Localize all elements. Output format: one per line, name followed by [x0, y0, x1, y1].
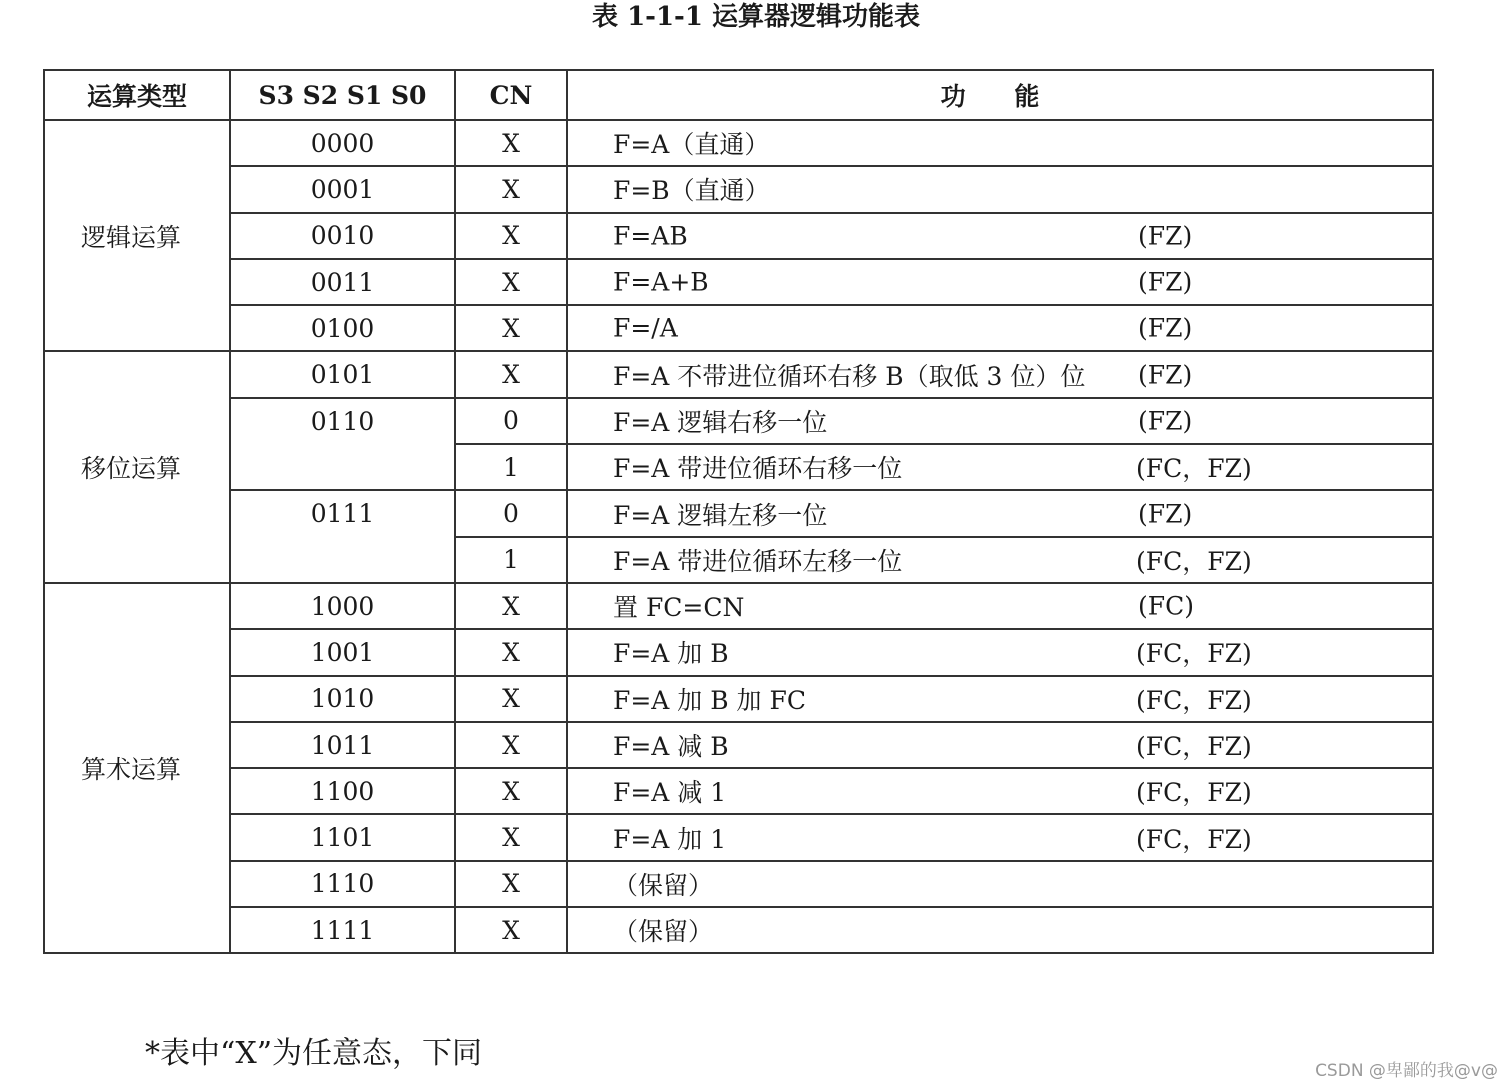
select-cell: 0111	[230, 490, 455, 583]
function-flag: (FZ)	[1138, 221, 1193, 251]
table-row	[44, 629, 1433, 675]
select-cell: 0101	[230, 351, 455, 397]
cn-cell: X	[455, 722, 567, 768]
function-text: F=A 带进位循环右移一位	[613, 454, 903, 484]
type-cell-shift: 移位运算	[44, 351, 230, 582]
function-text: F=AB	[613, 221, 688, 251]
cn-cell: X	[455, 120, 567, 166]
select-cell: 1100	[230, 768, 455, 814]
select-cell: 1011	[230, 722, 455, 768]
function-flag: (FZ)	[1138, 313, 1193, 343]
function-cell	[567, 259, 1433, 305]
function-cell	[567, 305, 1433, 351]
function-cell	[567, 120, 1433, 166]
table-row	[44, 120, 1433, 166]
function-cell	[567, 490, 1433, 536]
function-flag: (FC，FZ)	[1136, 824, 1252, 854]
csdn-watermark: CSDN @卑鄙的我@v@	[1315, 1061, 1498, 1081]
cn-cell: 0	[455, 398, 567, 444]
cn-cell: X	[455, 861, 567, 907]
table-footnote: *表中“X”为任意态，下同	[145, 1036, 483, 1071]
type-cell-logic: 逻辑运算	[44, 120, 230, 351]
select-cell: 1001	[230, 629, 455, 675]
function-text: F=A 加 B	[613, 639, 729, 669]
cn-cell: X	[455, 213, 567, 259]
header-type: 运算类型	[44, 70, 230, 120]
cn-cell: X	[455, 305, 567, 351]
cn-cell: 1	[455, 444, 567, 490]
table-row	[44, 398, 1433, 444]
table-row	[44, 490, 1433, 536]
function-text: F=A 加 1	[613, 824, 727, 854]
function-flag: (FC)	[1138, 591, 1194, 621]
select-cell: 0000	[230, 120, 455, 166]
table-row	[44, 722, 1433, 768]
table-row	[44, 259, 1433, 305]
header-select: S3 S2 S1 S0	[230, 70, 455, 120]
cn-cell: X	[455, 351, 567, 397]
cn-cell: 0	[455, 490, 567, 536]
header-function: 功 能	[567, 70, 1433, 120]
cn-cell: X	[455, 814, 567, 860]
function-cell	[567, 398, 1433, 444]
select-cell: 1111	[230, 907, 455, 953]
function-flag: (FC，FZ)	[1136, 546, 1252, 576]
table-row	[44, 814, 1433, 860]
cn-cell: X	[455, 166, 567, 212]
function-text: F=A 不带进位循环右移 B（取低 3 位）位	[613, 361, 1086, 391]
function-flag: (FC，FZ)	[1136, 778, 1252, 808]
table-row	[44, 213, 1433, 259]
select-cell: 1110	[230, 861, 455, 907]
function-cell	[567, 861, 1433, 907]
header-row	[44, 70, 1433, 120]
select-cell: 1101	[230, 814, 455, 860]
table-row	[44, 583, 1433, 629]
table-row	[44, 907, 1433, 953]
function-text: F=A 带进位循环左移一位	[613, 546, 903, 576]
function-flag: (FZ)	[1138, 360, 1193, 390]
function-flag: (FZ)	[1138, 267, 1193, 297]
select-cell: 0100	[230, 305, 455, 351]
cn-cell: X	[455, 629, 567, 675]
function-cell	[567, 629, 1433, 675]
function-cell	[567, 351, 1433, 397]
cn-cell: X	[455, 768, 567, 814]
cn-cell: X	[455, 583, 567, 629]
function-cell	[567, 166, 1433, 212]
function-cell	[567, 537, 1433, 583]
function-text: F=A（直通）	[613, 130, 770, 160]
function-text: F=A 逻辑右移一位	[613, 407, 828, 437]
header-cn: CN	[455, 70, 567, 120]
cn-cell: 1	[455, 537, 567, 583]
alu-function-table	[43, 69, 1434, 954]
function-text: 置 FC=CN	[613, 593, 745, 623]
function-cell	[567, 444, 1433, 490]
function-flag: (FZ)	[1138, 406, 1193, 436]
cn-cell: X	[455, 676, 567, 722]
table-row	[44, 768, 1433, 814]
function-flag: (FZ)	[1138, 499, 1193, 529]
select-cell: 0110	[230, 398, 455, 491]
function-cell	[567, 907, 1433, 953]
select-cell: 1010	[230, 676, 455, 722]
function-text: F=/A	[613, 313, 678, 343]
function-flag: (FC，FZ)	[1136, 639, 1252, 669]
table-row	[44, 166, 1433, 212]
function-text: F=A 加 B 加 FC	[613, 685, 806, 715]
table-row	[44, 676, 1433, 722]
function-flag: (FC，FZ)	[1136, 732, 1252, 761]
cn-cell: X	[455, 907, 567, 953]
table-row	[44, 351, 1433, 397]
cn-cell: X	[455, 259, 567, 305]
function-text: F=A 减 1	[613, 778, 727, 808]
table-title: 表 1-1-1 运算器逻辑功能表	[592, 2, 920, 32]
table-row	[44, 305, 1433, 351]
table-row	[44, 861, 1433, 907]
function-cell	[567, 814, 1433, 860]
select-cell: 0011	[230, 259, 455, 305]
function-text: （保留）	[613, 870, 714, 900]
function-text: F=B（直通）	[613, 176, 770, 206]
select-cell: 0010	[230, 213, 455, 259]
type-cell-arith: 算术运算	[44, 583, 230, 953]
function-cell	[567, 213, 1433, 259]
function-flag: (FC，FZ)	[1136, 454, 1252, 484]
function-cell	[567, 583, 1433, 629]
function-text: F=A 逻辑左移一位	[613, 500, 828, 530]
select-cell: 1000	[230, 583, 455, 629]
function-text: F=A 减 B	[613, 732, 729, 761]
function-cell	[567, 768, 1433, 814]
function-cell	[567, 722, 1433, 768]
function-flag: (FC，FZ)	[1136, 685, 1252, 715]
function-cell	[567, 676, 1433, 722]
function-text: F=A+B	[613, 267, 709, 297]
function-text: （保留）	[613, 917, 714, 947]
select-cell: 0001	[230, 166, 455, 212]
